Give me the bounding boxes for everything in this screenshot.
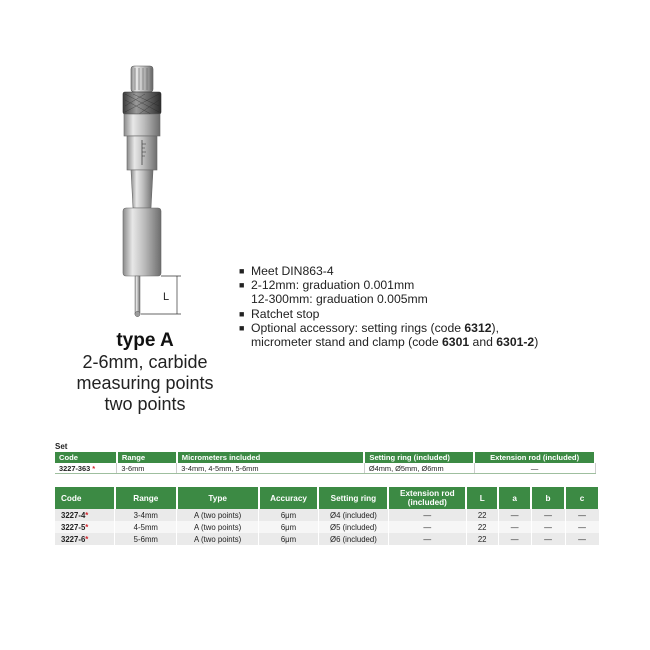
rod-cell: — (474, 463, 595, 474)
col-header: Micrometers included (177, 452, 365, 463)
accuracy-cell: 6μm (259, 533, 319, 545)
accuracy-cell: 6μm (259, 509, 319, 521)
feature-text: Optional accessory: setting rings (code (251, 320, 465, 335)
feature-text: ), (491, 320, 499, 335)
code-cell (55, 533, 115, 545)
feature-text: Meet DIN863-4 (251, 264, 334, 278)
desc-line-2: measuring points (76, 373, 214, 393)
b-cell: — (531, 521, 565, 533)
c-cell: — (565, 533, 599, 545)
desc-line-1: 2-6mm, carbide (82, 352, 208, 372)
bullet-icon: ■ (239, 308, 245, 319)
rod-cell: — (388, 521, 466, 533)
col-header: Type (177, 487, 259, 509)
type-cell: A (two points) (177, 509, 259, 521)
feature-item-continued (238, 292, 638, 306)
l-cell: 22 (466, 533, 498, 545)
table-row (55, 463, 595, 474)
star-icon: * (85, 522, 89, 532)
table-row (55, 521, 599, 533)
ring-cell: Ø6 (included) (318, 533, 388, 545)
a-cell: — (498, 521, 531, 533)
rod-cell: — (388, 533, 466, 545)
feature-item (238, 321, 638, 335)
rod-cell: — (388, 509, 466, 521)
col-header: a (498, 487, 531, 509)
accessory-code: 6301-2 (496, 335, 535, 350)
a-cell: — (498, 533, 531, 545)
desc-line-3: two points (104, 394, 186, 414)
col-header: b (531, 487, 565, 509)
b-cell: — (531, 533, 565, 545)
bullet-icon: ■ (239, 322, 245, 333)
type-cell: A (two points) (177, 521, 259, 533)
type-label: type A (116, 330, 174, 351)
feature-text: 12-300mm: graduation 0.005mm (251, 292, 428, 307)
col-header: c (565, 487, 599, 509)
accessory-code: 6312 (464, 320, 492, 335)
feature-text: micrometer stand and clamp (code (251, 335, 443, 350)
range-cell: 5-6mm (115, 533, 177, 545)
table-row (55, 533, 599, 545)
feature-text: 2-12mm: graduation 0.001mm (251, 278, 415, 293)
feature-text: ) (534, 335, 539, 350)
col-header: Range (117, 452, 177, 463)
range-cell: 3-4mm (115, 509, 177, 521)
table-row (55, 509, 599, 521)
bullet-icon: ■ (239, 280, 245, 291)
code-text: 3227-5 (61, 522, 86, 532)
l-cell: 22 (466, 521, 498, 533)
feature-item (238, 278, 638, 292)
accessory-code: 6301 (442, 335, 470, 350)
col-header: Code (55, 487, 115, 509)
feature-text: and (469, 335, 497, 350)
col-header: L (466, 487, 498, 509)
ring-cell: Ø4 (included) (318, 509, 388, 521)
col-header: Setting ring (included) (364, 452, 474, 463)
col-header: Code (55, 452, 117, 463)
code-text: 3227-4 (61, 510, 86, 520)
ring-cell: Ø4mm, Ø5mm, Ø6mm (364, 463, 474, 474)
l-cell: 22 (466, 509, 498, 521)
code-text: 3227-6 (61, 534, 86, 544)
code-cell (55, 521, 115, 533)
code-cell (55, 509, 115, 521)
range-cell: 3-6mm (117, 463, 177, 474)
bullet-icon: ■ (239, 266, 245, 276)
a-cell: — (498, 509, 531, 521)
code-text: 3227-363 (59, 463, 91, 473)
micrometers-cell: 3-4mm, 4-5mm, 5-6mm (177, 463, 365, 474)
feature-text: Ratchet stop (251, 306, 320, 321)
feature-item-continued (238, 335, 638, 349)
col-header: Setting ring (318, 487, 388, 509)
col-header: Extension rod (included) (388, 487, 466, 509)
type-cell: A (two points) (177, 533, 259, 545)
set-label: Set (55, 442, 68, 451)
ring-cell: Ø5 (included) (318, 521, 388, 533)
col-header: Range (115, 487, 177, 509)
code-cell (55, 463, 117, 474)
feature-item (238, 307, 638, 321)
col-header: Extension rod (included) (474, 452, 595, 463)
col-header: Accuracy (259, 487, 319, 509)
feature-list (238, 264, 638, 349)
dimension-l-label: L (163, 291, 170, 303)
c-cell: — (565, 521, 599, 533)
star-icon: * (92, 463, 96, 473)
star-icon: * (85, 510, 89, 520)
specs-table (55, 487, 600, 545)
star-icon: * (85, 534, 89, 544)
product-caption (40, 330, 250, 415)
range-cell: 4-5mm (115, 521, 177, 533)
micrometer-illustration (95, 60, 205, 320)
c-cell: — (565, 509, 599, 521)
feature-item (238, 264, 638, 278)
accuracy-cell: 6μm (259, 521, 319, 533)
set-table (55, 452, 596, 474)
b-cell: — (531, 509, 565, 521)
